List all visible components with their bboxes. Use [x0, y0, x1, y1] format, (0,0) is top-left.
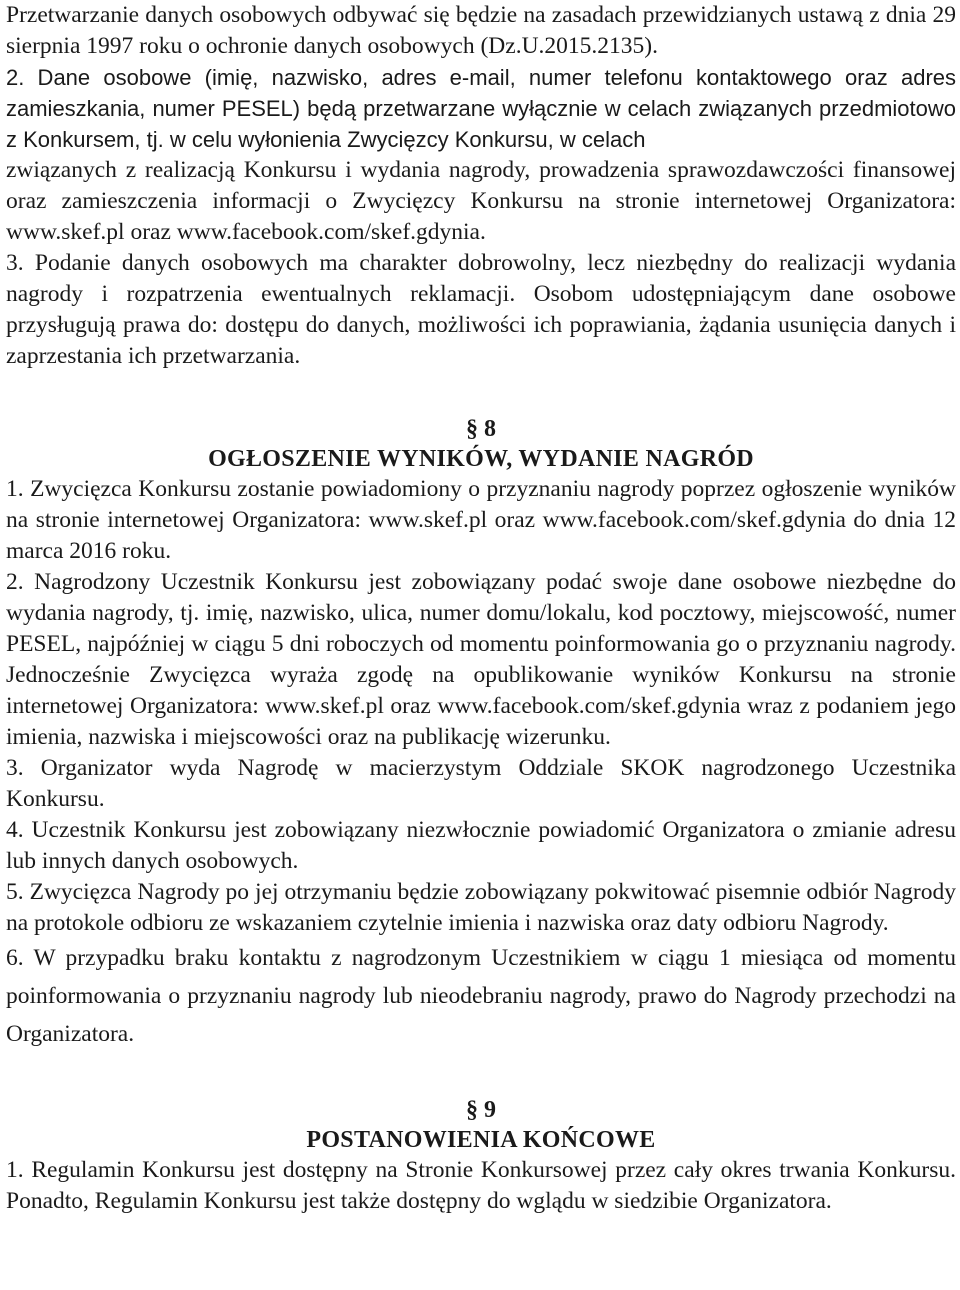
section-8-number: § 8: [466, 416, 496, 442]
section-9-item-1: 1. Regulamin Konkursu jest dostępny na Stronie Konkursowej przez cały okres trwania Konkursu. Ponadto, Regulamin Konkursu jest także dostępny do wglądu w siedzibie Organizatora.: [6, 1157, 956, 1214]
section-8-item-2: 2. Nagrodzony Uczestnik Konkursu jest zobowiązany podać swoje dane osobowe niezbędne do wydania nagrody, tj. imię, nazwisko, ulica, numer domu/lokalu, kod pocztowy, miejscowość, numer PESEL, najpóźniej w ciągu 5 dni roboczych od momentu poinformowania go o przyznaniu nagrody. Jednocześnie Zwycięzca wyraża zgodę na opublikowanie wyników Konkursu na stronie internetowej Organizatora: www.skef.pl oraz www.facebook.com/skef.gdynia wraz z podaniem jego imienia, nazwiska i miejscowości oraz na publikację wizerunku.: [6, 569, 956, 750]
paragraph-data-processing: Przetwarzanie danych osobowych odbywać się będzie na zasadach przewidzianych ustawą z dnia 29 sierpnia 1997 roku o ochronie danych osobowych (Dz.U.2015.2135).: [6, 2, 956, 59]
section-8-item-1: 1. Zwycięzca Konkursu zostanie powiadomiony o przyznaniu nagrody poprzez ogłoszenie wyników na stronie internetowej Organizatora: www.skef.pl oraz www.facebook.com/skef.gdynia do dnia 12 marca 2016 roku.: [6, 476, 956, 564]
paragraph-personal-data-purpose: 2. Dane osobowe (imię, nazwisko, adres e-mail, numer telefonu kontaktowego oraz adres zamieszkania, numer PESEL) będą przetwarzane wyłącznie w celach związanych przedmiotowo z Konkursem, tj. w celu wyłonienia Zwycięzcy Konkursu, w celach: [6, 65, 956, 152]
document-page: [6, 0, 956, 1217]
section-9-number: § 9: [466, 1097, 496, 1123]
section-8-item-5: 5. Zwycięzca Nagrody po jej otrzymaniu będzie zobowiązany pokwitować pisemnie odbiór Nagrody na protokole odbioru ze wskazaniem czytelnie imienia i nazwiska oraz daty odbioru Nagrody.: [6, 879, 956, 936]
section-8-title: OGŁOSZENIE WYNIKÓW, WYDANIE NAGRÓD: [208, 446, 754, 472]
spacer: [6, 1053, 956, 1091]
section-8-item-4: 4. Uczestnik Konkursu jest zobowiązany niezwłocznie powiadomić Organizatora o zmianie adresu lub innych danych osobowych.: [6, 817, 956, 874]
section-8-item-3: 3. Organizator wyda Nagrodę w macierzystym Oddziale SKOK nagrodzonego Uczestnika Konkursu.: [6, 755, 956, 812]
spacer: [6, 372, 956, 410]
paragraph-voluntary-data: 3. Podanie danych osobowych ma charakter dobrowolny, lecz niezbędny do realizacji wydania nagrody i rozpatrzenia ewentualnych reklamacji. Osobom udostępniającym dane osobowe przysługują prawa do: dostępu do danych, możliwości ich poprawiania, żądania usunięcia danych i zaprzestania ich przetwarzania.: [6, 250, 956, 369]
paragraph-personal-data-purpose-continued: związanych z realizacją Konkursu i wydania nagrody, prowadzenia sprawozdawczości finansowej oraz zamieszczenia informacji o Zwycięzcy Konkursu na stronie internetowej Organizatora: www.skef.pl oraz www.facebook.com/skef.gdynia.: [6, 157, 956, 245]
section-8-item-6: 6. W przypadku braku kontaktu z nagrodzonym Uczestnikiem w ciągu 1 miesiąca od momentu poinformowania o przyznaniu nagrody lub nieodebraniu nagrody, prawo do Nagrody przechodzi na Organizatora.: [6, 945, 956, 1047]
section-9-title: POSTANOWIENIA KOŃCOWE: [306, 1127, 656, 1153]
